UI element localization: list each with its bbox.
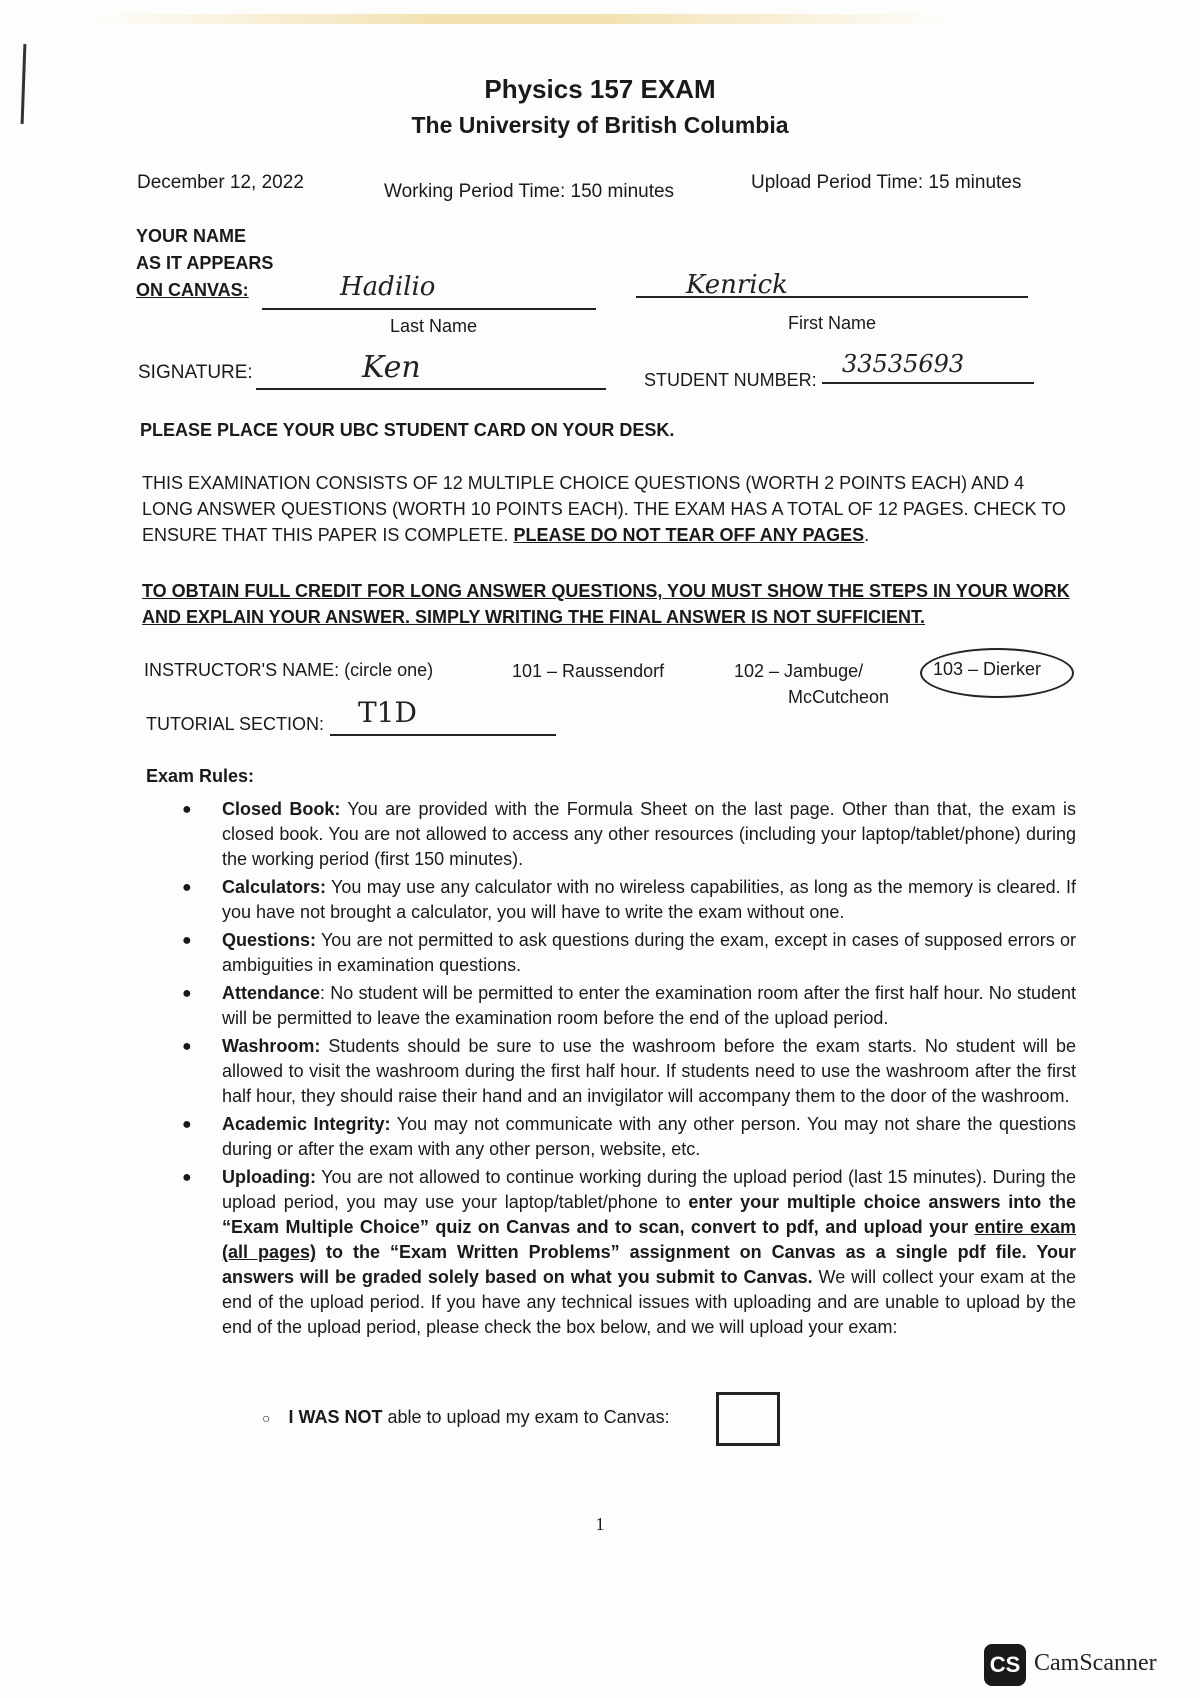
exam-rules bbox=[146, 766, 1076, 1343]
instructor-option-102a: 102 – Jambuge/ bbox=[734, 661, 864, 681]
tutorial-handwriting: T1D bbox=[358, 696, 417, 729]
rule-washroom: ● Washroom: Students should be sure to use the washroom before the exam starts. No student will be allowed to visit the washroom during the first half hour. If students need to use the washroom after the first half hour, they should raise their hand and an invigilator will accompany them to the door of the washroom. bbox=[182, 1036, 1076, 1106]
student-card-notice: PLEASE PLACE YOUR UBC STUDENT CARD ON YOUR DESK. bbox=[140, 420, 675, 440]
upload-failure-option: ○ I WAS NOT able to upload my exam to Canvas: bbox=[262, 1407, 670, 1427]
student-number-handwriting: 33535693 bbox=[842, 350, 965, 378]
instructor-option-101: 101 – Raussendorf bbox=[512, 661, 665, 681]
student-number-label: STUDENT NUMBER: bbox=[644, 370, 817, 390]
bullet-icon: ● bbox=[182, 1169, 192, 1186]
last-name-line bbox=[262, 308, 596, 310]
exam-date: December 12, 2022 bbox=[137, 172, 304, 193]
exam-title: Physics 157 EXAM bbox=[484, 74, 716, 104]
exam-rules-heading: Exam Rules: bbox=[146, 766, 255, 786]
last-name-handwriting: Hadilio bbox=[340, 272, 436, 302]
rules-list bbox=[146, 797, 1076, 1340]
signature-image: Ken bbox=[362, 350, 421, 385]
rule-calculators: ● Calculators: You may use any calculator with no wireless capabilities, as long as the memory is cleared. If you have not brought a calculator, you will have to write the exam without one. bbox=[182, 877, 1076, 922]
tape-stain bbox=[90, 14, 950, 24]
rule-attendance: ● Attendance: No student will be permitted to enter the examination room after the first half hour. No student will be permitted to leave the examination room before the end of the upload period. bbox=[182, 983, 1076, 1028]
camscanner-watermark: CamScanner bbox=[1034, 1650, 1157, 1676]
rule-academic-integrity: ● Academic Integrity: You may not communicate with any other person. You may not share the questions during or after the exam with any other person, website, etc. bbox=[182, 1114, 1077, 1159]
last-name-caption: Last Name bbox=[390, 316, 478, 336]
bullet-icon: ● bbox=[182, 879, 192, 896]
name-label-2: AS IT APPEARS bbox=[136, 253, 274, 273]
page-number: 1 bbox=[595, 1514, 605, 1534]
camscanner-logo-icon: CS bbox=[984, 1644, 1026, 1686]
bullet-icon: ● bbox=[182, 1038, 192, 1055]
rule-closed-book: ● Closed Book: You are provided with the Formula Sheet on the last page. Other than that, the exam is closed book. You are not allowed to access any other resources (including your laptop/tablet/phone) during the working period (first 150 minutes). bbox=[182, 799, 1076, 869]
instructor-option-102b: McCutcheon bbox=[788, 687, 890, 707]
rule-uploading: ● Uploading: You are not allowed to continue working during the upload period (last 15 minutes). During the upload period, you may use your laptop/tablet/phone to enter your multiple choice answers into the “Exam Multiple Choice” quiz on Canvas and to scan, convert to pdf, and upload your entire exam (all pages) to the “Exam Written Problems” assignment on Canvas as a single pdf file. Your answers will be graded solely based on what you submit to Canvas. We will collect your exam at the end of the upload period. If you have any technical issues with uploading and are unable to upload by the end of the upload period, please check the box below, and we will upload your exam: bbox=[182, 1167, 1076, 1337]
rule-questions: ● Questions: You are not permitted to ask questions during the exam, except in cases of supposed errors or ambiguities in examination questions. bbox=[182, 930, 1076, 975]
upload-failure-checkbox[interactable] bbox=[716, 1392, 780, 1446]
instructor-label: INSTRUCTOR'S NAME: (circle one) bbox=[144, 660, 434, 680]
bullet-icon: ● bbox=[182, 932, 192, 949]
upload-period: Upload Period Time: 15 minutes bbox=[751, 172, 1022, 193]
bullet-icon: ● bbox=[182, 1116, 192, 1133]
name-label-3: ON CANVAS: bbox=[136, 280, 249, 300]
student-number-line bbox=[822, 382, 1034, 384]
instructor-option-103: 103 – Dierker bbox=[933, 659, 1042, 679]
hollow-bullet-icon: ○ bbox=[262, 1410, 271, 1426]
first-name-handwriting: Kenrick bbox=[686, 270, 788, 300]
exam-composition-text: THIS EXAMINATION CONSISTS OF 12 MULTIPLE CHOICE QUESTIONS (WORTH 2 POINTS EACH) AND 4 LONG ANSWER QUESTIONS (WORTH 10 POINTS EACH). THE EXAM HAS A TOTAL OF 12 PAGES. CHECK TO ENSURE THAT THIS PAPER IS COMPLETE. bbox=[142, 473, 1066, 545]
tutorial-line bbox=[330, 734, 556, 736]
university-name: The University of British Columbia bbox=[411, 112, 789, 138]
signature-label: SIGNATURE: bbox=[138, 362, 253, 383]
instructor-selection-circle bbox=[920, 648, 1074, 698]
bullet-icon: ● bbox=[182, 985, 192, 1002]
first-name-caption: First Name bbox=[788, 313, 877, 333]
full-credit-notice: TO OBTAIN FULL CREDIT FOR LONG ANSWER QUESTIONS, YOU MUST SHOW THE STEPS IN YOUR WORK AND EXPLAIN YOUR ANSWER. SIMPLY WRITING THE FINAL ANSWER IS NOT SUFFICIENT. bbox=[142, 581, 1070, 627]
signature-line bbox=[256, 388, 606, 390]
no-tear-warning: PLEASE DO NOT TEAR OFF ANY PAGES bbox=[513, 525, 865, 545]
working-period: Working Period Time: 150 minutes bbox=[384, 181, 675, 202]
bullet-icon: ● bbox=[182, 801, 192, 818]
tutorial-label: TUTORIAL SECTION: bbox=[146, 714, 325, 734]
name-label-1: YOUR NAME bbox=[136, 226, 247, 246]
exam-composition-notice: THIS EXAMINATION CONSISTS OF 12 MULTIPLE CHOICE QUESTIONS (WORTH 2 POINTS EACH) AND 4 LONG ANSWER QUESTIONS (WORTH 10 POINTS EACH). THE EXAM HAS A TOTAL OF 12 PAGES. CHECK TO ENSURE THAT THIS PAPER IS COMPLETE. PLEASE DO NOT TEAR OFF ANY PAGES. bbox=[142, 473, 1066, 545]
